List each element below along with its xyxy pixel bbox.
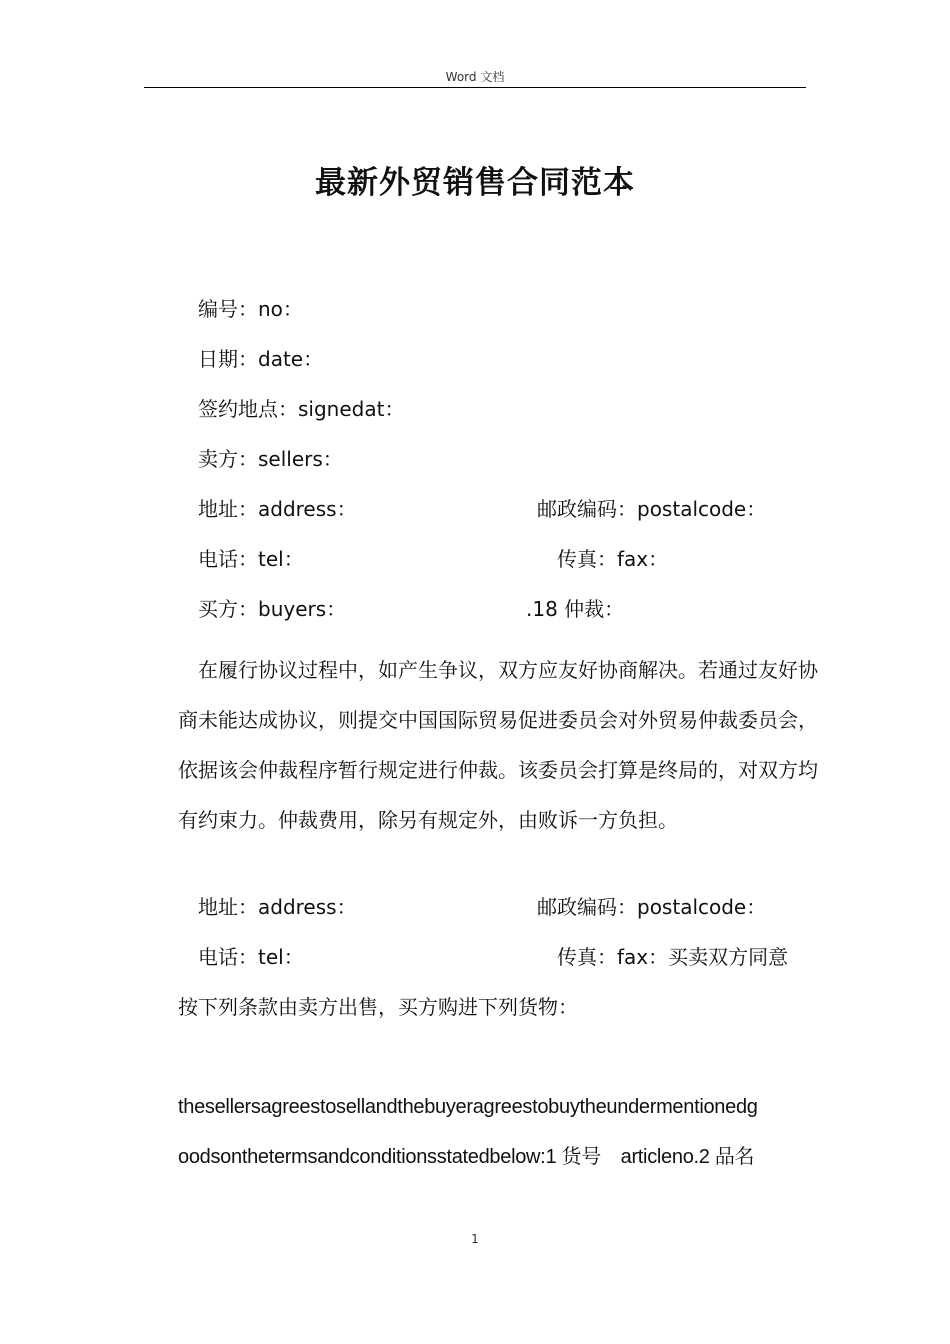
field-date: 日期：date： (198, 347, 324, 371)
arbitration-paragraph: 在履行协议过程中，如产生争议，双方应友好协商解决。若通过友好协商未能达成协议，则提交中国国际贸易促进委员会对外贸易仲裁委员会，依据该会仲裁程序暂行规定进行仲裁。该委员会打算是终局的，对双方均有约束力。仲裁费用，除另有规定外，由败诉一方负担。 (178, 658, 818, 832)
field-fax-2: 传真：fax：买卖双方同意 (557, 945, 789, 969)
agreement-line: 按下列条款由卖方出售，买方购进下列货物： (178, 995, 578, 1019)
english-line-2: oodsonthetermsandconditionsstatedbelow:1 货号 articleno.2 品名 (178, 1146, 755, 1168)
field-postal-code: 邮政编码：postalcode： (537, 497, 767, 521)
field-tel-2: 电话：tel： (198, 945, 304, 969)
field-address-2: 地址：address： (198, 895, 357, 919)
document-title: 最新外贸销售合同范本 (315, 165, 635, 201)
field-address: 地址：address： (198, 497, 357, 521)
field-buyer: 买方：buyers： (198, 597, 347, 621)
field-postal-code-2: 邮政编码：postalcode： (537, 895, 767, 919)
field-seller: 卖方：sellers： (198, 447, 343, 471)
field-no: 编号：no： (198, 297, 303, 321)
page-number: 1 (471, 1232, 479, 1246)
english-line-1: thesellersagreestosellandthebuyeragreestobuytheundermentionedg (178, 1096, 758, 1118)
field-tel: 电话：tel： (198, 547, 304, 571)
page-header: Word 文档 (445, 70, 505, 84)
field-signed-at: 签约地点：signedat： (198, 397, 405, 421)
arbitration-label: .18 仲裁： (526, 597, 625, 621)
header-rule (144, 87, 806, 88)
field-fax: 传真：fax： (557, 547, 669, 571)
